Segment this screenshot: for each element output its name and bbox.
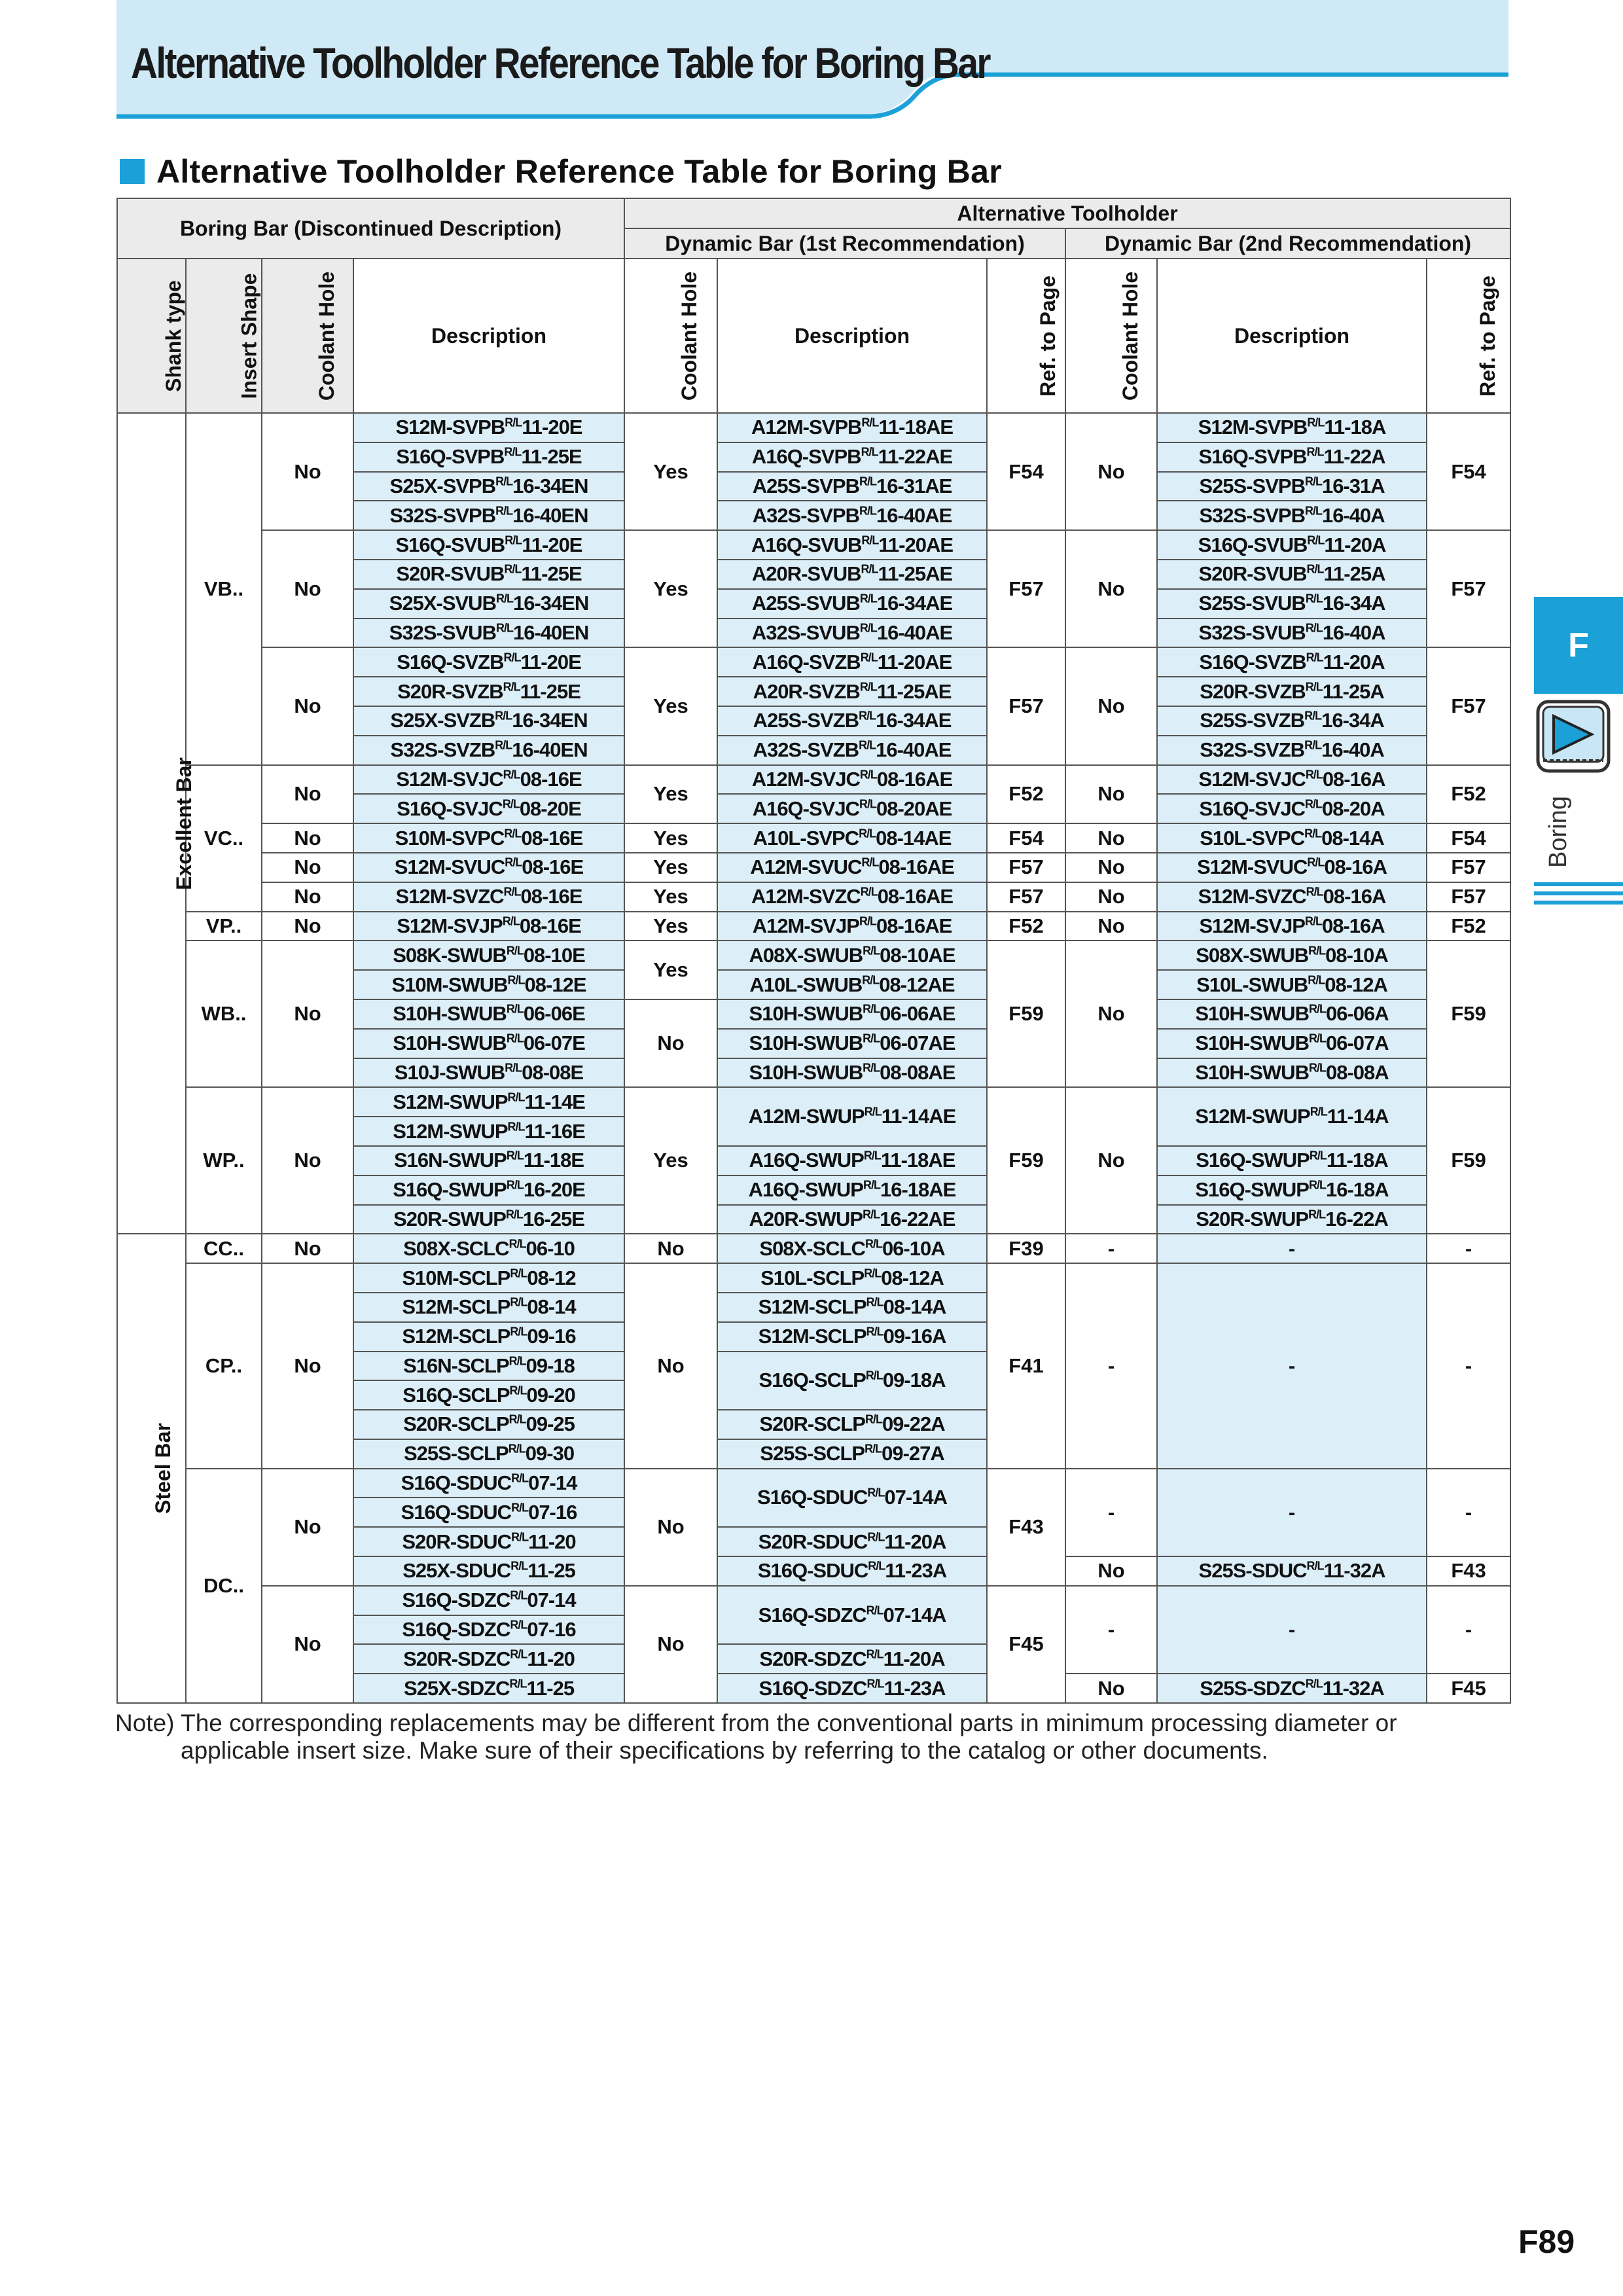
discontinued-description: $S16N-SCLP^{R/L}09-18$ — [353, 1352, 624, 1381]
rec1-description: $S10H-SWUB^{R/L}06-07AE$ — [717, 1029, 987, 1058]
discontinued-description: $S16Q-SVZB^{R/L}11-20E$ — [353, 647, 624, 677]
discontinued-description: $S12M-SCLP^{R/L}09-16$ — [353, 1322, 624, 1352]
rec1-description: $S20R-SDZC^{R/L}11-20A$ — [717, 1644, 987, 1674]
insert-shape-cell: CC.. — [186, 1234, 262, 1263]
coolant-hole-cell: No — [1065, 413, 1157, 530]
coolant-hole-cell: No — [262, 1586, 353, 1703]
rec2-description: $S12M-SVJC^{R/L}08-16A$ — [1157, 765, 1427, 795]
rec1-description: $A25S-SVZB^{R/L}16-34AE$ — [717, 706, 987, 736]
coolant-hole-cell: No — [262, 1087, 353, 1234]
rec1-description: $A25S-SVPB^{R/L}16-31AE$ — [717, 472, 987, 501]
rec2-description: $S10L-SWUB^{R/L}08-12A$ — [1157, 970, 1427, 999]
table-row — [117, 823, 1510, 853]
coolant-hole-cell: No — [1065, 1087, 1157, 1234]
ref-page-cell: F59 — [1427, 1087, 1510, 1234]
ref-page-cell: F41 — [987, 1263, 1065, 1469]
coolant-hole-cell: Yes — [624, 765, 717, 824]
table-row — [117, 1234, 1510, 1263]
ref-page-cell: F45 — [987, 1586, 1065, 1703]
ref-page-cell: F52 — [1427, 912, 1510, 941]
coolant-hole-cell: No — [262, 1234, 353, 1263]
rec1-description: $A12M-SWUP^{R/L}11-14AE$ — [717, 1087, 987, 1146]
coolant-hole-cell: No — [262, 765, 353, 824]
insert-shape-cell: WP.. — [186, 1087, 262, 1234]
table-row — [117, 530, 1510, 560]
discontinued-description: $S12M-SVUC^{R/L}08-16E$ — [353, 853, 624, 882]
rec1-description: $S16Q-SDZC^{R/L}07-14A$ — [717, 1586, 987, 1645]
rec2-description: $S12M-SVUC^{R/L}08-16A$ — [1157, 853, 1427, 882]
section-heading — [120, 152, 1002, 191]
discontinued-description: $S20R-SCLP^{R/L}09-25$ — [353, 1410, 624, 1439]
ref-page-cell: F57 — [987, 530, 1065, 647]
rec2-description: $S20R-SWUP^{R/L}16-22A$ — [1157, 1205, 1427, 1234]
tab-divider-lines — [1534, 882, 1623, 906]
discontinued-description: $S20R-SWUP^{R/L}16-25E$ — [353, 1205, 624, 1234]
insert-shape-cell: DC.. — [186, 1469, 262, 1703]
ref-page-cell: - — [1427, 1469, 1510, 1556]
discontinued-description: $S12M-SVJC^{R/L}08-16E$ — [353, 765, 624, 795]
rec1-description: $S16Q-SDUC^{R/L}11-23A$ — [717, 1556, 987, 1586]
ref-page-cell: F57 — [1427, 530, 1510, 647]
rec1-description: $S08X-SCLC^{R/L}06-10A$ — [717, 1234, 987, 1263]
coolant-hole-cell: No — [262, 530, 353, 647]
discontinued-description: $S25X-SVZB^{R/L}16-34EN$ — [353, 706, 624, 736]
coolant-hole-cell: No — [1065, 647, 1157, 764]
rec1-description: $S16Q-SCLP^{R/L}09-18A$ — [717, 1352, 987, 1410]
rec1-description: $S12M-SCLP^{R/L}08-14A$ — [717, 1293, 987, 1322]
rec2-description: $S10H-SWUB^{R/L}06-06A$ — [1157, 999, 1427, 1029]
coolant-hole-cell: Yes — [624, 823, 717, 853]
discontinued-description: $S32S-SVUB^{R/L}16-40EN$ — [353, 619, 624, 648]
discontinued-description: $S16Q-SDZC^{R/L}07-14$ — [353, 1586, 624, 1615]
rec2-description: $S25S-SVZB^{R/L}16-34A$ — [1157, 706, 1427, 736]
rec2-description: $S12M-SVZC^{R/L}08-16A$ — [1157, 882, 1427, 912]
rec1-description: $A12M-SVJP^{R/L}08-16AE$ — [717, 912, 987, 941]
coolant-hole-cell: No — [1065, 1674, 1157, 1703]
discontinued-description: $S25X-SDZC^{R/L}11-25$ — [353, 1674, 624, 1703]
rec2-description: $S16Q-SWUP^{R/L}16-18A$ — [1157, 1175, 1427, 1205]
coolant-hole-cell: - — [1065, 1469, 1157, 1556]
ref-page-cell: F54 — [1427, 413, 1510, 530]
shank-type-header: Shank type — [117, 259, 186, 413]
coolant-hole-cell: No — [1065, 765, 1157, 824]
boring-tool-icon — [1534, 698, 1613, 775]
table-row — [117, 1586, 1510, 1615]
discontinued-description: $S10H-SWUB^{R/L}06-07E$ — [353, 1029, 624, 1058]
table-row — [117, 1469, 1510, 1498]
discontinued-description: $S12M-SCLP^{R/L}08-14$ — [353, 1293, 624, 1322]
discontinued-description: $S16Q-SWUP^{R/L}16-20E$ — [353, 1175, 624, 1205]
coolant-hole-cell: No — [262, 882, 353, 912]
coolant-hole-cell: No — [262, 647, 353, 764]
shank-type-cell: Excellent Bar — [117, 413, 186, 1234]
ref-page-cell: F59 — [1427, 941, 1510, 1087]
rec1-description: $A32S-SVPB^{R/L}16-40AE$ — [717, 501, 987, 530]
rec2-description: $S16Q-SVUB^{R/L}11-20A$ — [1157, 530, 1427, 560]
discontinued-description: $S16N-SWUP^{R/L}11-18E$ — [353, 1146, 624, 1175]
section-tab[interactable]: F — [1534, 597, 1623, 694]
rec2-description: $S32S-SVPB^{R/L}16-40A$ — [1157, 501, 1427, 530]
rec1-description: $A12M-SVPB^{R/L}11-18AE$ — [717, 413, 987, 442]
coolant-hole-cell: No — [1065, 823, 1157, 853]
coolant-hole-cell: No — [1065, 912, 1157, 941]
rec2-description: $S10H-SWUB^{R/L}06-07A$ — [1157, 1029, 1427, 1058]
rec2-description: $S16Q-SVZB^{R/L}11-20A$ — [1157, 647, 1427, 677]
reference-table — [116, 198, 1511, 1704]
rec2-description: $S25S-SDUC^{R/L}11-32A$ — [1157, 1556, 1427, 1586]
coolant-hole-cell: No — [262, 413, 353, 530]
coolant-hole-cell: No — [624, 1234, 717, 1263]
rec2-description: $S25S-SVUB^{R/L}16-34A$ — [1157, 589, 1427, 619]
ref-page-cell: F57 — [987, 853, 1065, 882]
coolant-hole-header: Coolant Hole — [624, 259, 717, 413]
coolant-hole-cell: No — [262, 941, 353, 1087]
discontinued-description: $S32S-SVPB^{R/L}16-40EN$ — [353, 501, 624, 530]
insert-shape-cell: VB.. — [186, 413, 262, 765]
coolant-hole-cell: No — [262, 1263, 353, 1469]
discontinued-description: $S16Q-SVPB^{R/L}11-25E$ — [353, 442, 624, 472]
ref-page-cell: F59 — [987, 941, 1065, 1087]
section-title: Alternative Toolholder Reference Table for Boring Bar — [156, 153, 1003, 190]
coolant-hole-cell: No — [1065, 853, 1157, 882]
rec2-description: $S16Q-SVJC^{R/L}08-20A$ — [1157, 794, 1427, 823]
discontinued-description: $S08K-SWUB^{R/L}08-10E$ — [353, 941, 624, 970]
rec1-description: $A16Q-SWUP^{R/L}11-18AE$ — [717, 1146, 987, 1175]
rec1-description: $S20R-SDUC^{R/L}11-20A$ — [717, 1527, 987, 1556]
rec2-description: - — [1157, 1263, 1427, 1469]
section-marker-icon — [120, 159, 145, 184]
rec2-description: $S16Q-SVPB^{R/L}11-22A$ — [1157, 442, 1427, 472]
discontinued-description: $S12M-SVZC^{R/L}08-16E$ — [353, 882, 624, 912]
rec1-description: $S20R-SCLP^{R/L}09-22A$ — [717, 1410, 987, 1439]
ref-page-cell: F52 — [1427, 765, 1510, 824]
discontinued-description: $S16Q-SCLP^{R/L}09-20$ — [353, 1380, 624, 1410]
ref-page-cell: - — [1427, 1586, 1510, 1674]
ref-page-cell: F54 — [1427, 823, 1510, 853]
coolant-hole-cell: Yes — [624, 882, 717, 912]
coolant-hole-cell: Yes — [624, 530, 717, 647]
rec1-description: $A25S-SVUB^{R/L}16-34AE$ — [717, 589, 987, 619]
ref-page-cell: F57 — [987, 647, 1065, 764]
discontinued-description: $S16Q-SVJC^{R/L}08-20E$ — [353, 794, 624, 823]
ref-page-cell: F52 — [987, 765, 1065, 824]
discontinued-description: $S20R-SDUC^{R/L}11-20$ — [353, 1527, 624, 1556]
coolant-hole-cell: No — [1065, 1556, 1157, 1586]
section-tab-label: Boring — [1544, 796, 1572, 868]
discontinued-description: $S20R-SVUB^{R/L}11-25E$ — [353, 560, 624, 589]
insert-shape-cell: VC.. — [186, 765, 262, 912]
table-row — [117, 941, 1510, 970]
rec1-description: $A12M-SVZC^{R/L}08-16AE$ — [717, 882, 987, 912]
rec2-description: - — [1157, 1586, 1427, 1674]
rec1-description: $A20R-SWUP^{R/L}16-22AE$ — [717, 1205, 987, 1234]
discontinued-description: $S25S-SCLP^{R/L}09-30$ — [353, 1439, 624, 1469]
rec2-description: $S32S-SVUB^{R/L}16-40A$ — [1157, 619, 1427, 648]
coolant-hole-cell: No — [1065, 530, 1157, 647]
discontinued-description: $S25X-SVUB^{R/L}16-34EN$ — [353, 589, 624, 619]
ref-page-cell: F59 — [987, 1087, 1065, 1234]
insert-shape-cell: VP.. — [186, 912, 262, 941]
ref-page-cell: F52 — [987, 912, 1065, 941]
discontinued-description: $S16Q-SDUC^{R/L}07-16$ — [353, 1498, 624, 1527]
coolant-hole-cell: No — [262, 853, 353, 882]
shank-type-cell: Steel Bar — [117, 1234, 186, 1703]
rec1-description: $A32S-SVZB^{R/L}16-40AE$ — [717, 736, 987, 765]
discontinued-description: $S12M-SVJP^{R/L}08-16E$ — [353, 912, 624, 941]
discontinued-description: $S08X-SCLC^{R/L}06-10$ — [353, 1234, 624, 1263]
coolant-hole-cell: Yes — [624, 912, 717, 941]
discontinued-description: $S32S-SVZB^{R/L}16-40EN$ — [353, 736, 624, 765]
footnote-line: applicable insert size. Make sure of their specifications by referring to the catalog or other documents. — [181, 1737, 1268, 1764]
coolant-hole-cell: Yes — [624, 1087, 717, 1234]
coolant-hole-cell: No — [624, 1263, 717, 1469]
description-header: Description — [353, 259, 624, 413]
coolant-hole-cell: - — [1065, 1263, 1157, 1469]
rec1-description: $S16Q-SDZC^{R/L}11-23A$ — [717, 1674, 987, 1703]
page-banner — [0, 0, 1623, 124]
ref-page-cell: F43 — [1427, 1556, 1510, 1586]
discontinued-header: Boring Bar (Discontinued Description) — [117, 198, 624, 259]
table-row — [117, 413, 1510, 442]
rec2-description: $S10H-SWUB^{R/L}08-08A$ — [1157, 1058, 1427, 1088]
rec2-description: $S20R-SVUB^{R/L}11-25A$ — [1157, 560, 1427, 589]
rec1-description: $A20R-SVUB^{R/L}11-25AE$ — [717, 560, 987, 589]
rec2-description: $S25S-SDZC^{R/L}11-32A$ — [1157, 1674, 1427, 1703]
rec1-header: Dynamic Bar (1st Recommendation) — [624, 228, 1065, 259]
discontinued-description: $S16Q-SDZC^{R/L}07-16$ — [353, 1615, 624, 1645]
ref-page-cell: F54 — [987, 413, 1065, 530]
rec1-description: $A32S-SVUB^{R/L}16-40AE$ — [717, 619, 987, 648]
rec2-description: $S08X-SWUB^{R/L}08-10A$ — [1157, 941, 1427, 970]
ref-page-cell: F45 — [1427, 1674, 1510, 1703]
rec1-description: $A08X-SWUB^{R/L}08-10AE$ — [717, 941, 987, 970]
rec2-description: - — [1157, 1234, 1427, 1263]
rec1-description: $A12M-SVJC^{R/L}08-16AE$ — [717, 765, 987, 795]
ref-page-cell: F57 — [1427, 882, 1510, 912]
discontinued-description: $S12M-SWUP^{R/L}11-16E$ — [353, 1117, 624, 1146]
insert-shape-cell: WB.. — [186, 941, 262, 1087]
coolant-hole-header: Coolant Hole — [262, 259, 353, 413]
rec1-description: $S10L-SCLP^{R/L}08-12A$ — [717, 1263, 987, 1293]
coolant-hole-cell: No — [1065, 941, 1157, 1087]
coolant-hole-cell: - — [1065, 1586, 1157, 1674]
coolant-hole-cell: Yes — [624, 647, 717, 764]
rec1-description: $A20R-SVZB^{R/L}11-25AE$ — [717, 677, 987, 706]
rec1-description: $S10H-SWUB^{R/L}06-06AE$ — [717, 999, 987, 1029]
discontinued-description: $S10M-SVPC^{R/L}08-16E$ — [353, 823, 624, 853]
discontinued-description: $S10M-SWUB^{R/L}08-12E$ — [353, 970, 624, 999]
page-title: Alternative Toolholder Reference Table for Boring Bar — [131, 39, 990, 87]
table-row — [117, 912, 1510, 941]
table-row — [117, 1263, 1510, 1293]
rec2-header: Dynamic Bar (2nd Recommendation) — [1065, 228, 1510, 259]
coolant-hole-cell: No — [262, 823, 353, 853]
coolant-hole-cell: No — [262, 1469, 353, 1586]
discontinued-description: $S10J-SWUB^{R/L}08-08E$ — [353, 1058, 624, 1088]
description-header: Description — [717, 259, 987, 413]
footnote — [115, 1710, 1397, 1765]
discontinued-description: $S20R-SDZC^{R/L}11-20$ — [353, 1644, 624, 1674]
discontinued-description: $S25X-SVPB^{R/L}16-34EN$ — [353, 472, 624, 501]
rec1-description: $S12M-SCLP^{R/L}09-16A$ — [717, 1322, 987, 1352]
ref-page-header: Ref. to Page — [1427, 259, 1510, 413]
rec2-description: $S32S-SVZB^{R/L}16-40A$ — [1157, 736, 1427, 765]
table-row — [117, 882, 1510, 912]
discontinued-description: $S12M-SVPB^{R/L}11-20E$ — [353, 413, 624, 442]
rec2-description: - — [1157, 1469, 1427, 1556]
rec1-description: $S10H-SWUB^{R/L}08-08AE$ — [717, 1058, 987, 1088]
alternative-header: Alternative Toolholder — [624, 198, 1510, 228]
coolant-hole-cell: Yes — [624, 853, 717, 882]
rec2-description: $S20R-SVZB^{R/L}11-25A$ — [1157, 677, 1427, 706]
rec1-description: $A16Q-SVPB^{R/L}11-22AE$ — [717, 442, 987, 472]
coolant-hole-cell: No — [1065, 882, 1157, 912]
ref-page-cell: - — [1427, 1263, 1510, 1469]
rec1-description: $S16Q-SDUC^{R/L}07-14A$ — [717, 1469, 987, 1528]
page-number: F89 — [1518, 2223, 1575, 2260]
table-row — [117, 647, 1510, 677]
discontinued-description: $S10M-SCLP^{R/L}08-12$ — [353, 1263, 624, 1293]
insert-shape-cell: CP.. — [186, 1263, 262, 1469]
table-body — [117, 413, 1510, 1703]
ref-page-header: Ref. to Page — [987, 259, 1065, 413]
coolant-hole-cell: No — [624, 999, 717, 1087]
rec1-description: $A16Q-SVUB^{R/L}11-20AE$ — [717, 530, 987, 560]
coolant-hole-cell: No — [624, 1469, 717, 1586]
rec1-description: $A12M-SVUC^{R/L}08-16AE$ — [717, 853, 987, 882]
rec2-description: $S10L-SVPC^{R/L}08-14A$ — [1157, 823, 1427, 853]
discontinued-description: $S10H-SWUB^{R/L}06-06E$ — [353, 999, 624, 1029]
table-row — [117, 853, 1510, 882]
rec1-description: $A10L-SVPC^{R/L}08-14AE$ — [717, 823, 987, 853]
coolant-hole-cell: Yes — [624, 413, 717, 530]
coolant-hole-cell: Yes — [624, 941, 717, 999]
discontinued-description: $S12M-SWUP^{R/L}11-14E$ — [353, 1087, 624, 1117]
rec1-description: $A16Q-SVJC^{R/L}08-20AE$ — [717, 794, 987, 823]
ref-page-cell: F43 — [987, 1469, 1065, 1586]
rec1-description: $S25S-SCLP^{R/L}09-27A$ — [717, 1439, 987, 1469]
rec1-description: $A10L-SWUB^{R/L}08-12AE$ — [717, 970, 987, 999]
ref-page-cell: F57 — [987, 882, 1065, 912]
coolant-hole-cell: No — [624, 1586, 717, 1703]
ref-page-cell: F39 — [987, 1234, 1065, 1263]
ref-page-cell: F57 — [1427, 853, 1510, 882]
table-row — [117, 765, 1510, 795]
footnote-line: Note) The corresponding replacements may be different from the conventional parts in minimum processing diameter or — [115, 1710, 1397, 1736]
rec1-description: $A16Q-SVZB^{R/L}11-20AE$ — [717, 647, 987, 677]
discontinued-description: $S20R-SVZB^{R/L}11-25E$ — [353, 677, 624, 706]
rec2-description: $S25S-SVPB^{R/L}16-31A$ — [1157, 472, 1427, 501]
discontinued-description: $S16Q-SDUC^{R/L}07-14$ — [353, 1469, 624, 1498]
insert-shape-header: Insert Shape — [186, 259, 262, 413]
table-row — [117, 1087, 1510, 1117]
rec1-description: $A16Q-SWUP^{R/L}16-18AE$ — [717, 1175, 987, 1205]
ref-page-cell: F57 — [1427, 647, 1510, 764]
ref-page-cell: - — [1427, 1234, 1510, 1263]
ref-page-cell: F54 — [987, 823, 1065, 853]
rec2-description: $S16Q-SWUP^{R/L}11-18A$ — [1157, 1146, 1427, 1175]
coolant-hole-cell: No — [262, 912, 353, 941]
coolant-hole-cell: - — [1065, 1234, 1157, 1263]
rec2-description: $S12M-SWUP^{R/L}11-14A$ — [1157, 1087, 1427, 1146]
discontinued-description: $S16Q-SVUB^{R/L}11-20E$ — [353, 530, 624, 560]
rec2-description: $S12M-SVJP^{R/L}08-16A$ — [1157, 912, 1427, 941]
rec2-description: $S12M-SVPB^{R/L}11-18A$ — [1157, 413, 1427, 442]
coolant-hole-header: Coolant Hole — [1065, 259, 1157, 413]
discontinued-description: $S25X-SDUC^{R/L}11-25$ — [353, 1556, 624, 1586]
description-header: Description — [1157, 259, 1427, 413]
